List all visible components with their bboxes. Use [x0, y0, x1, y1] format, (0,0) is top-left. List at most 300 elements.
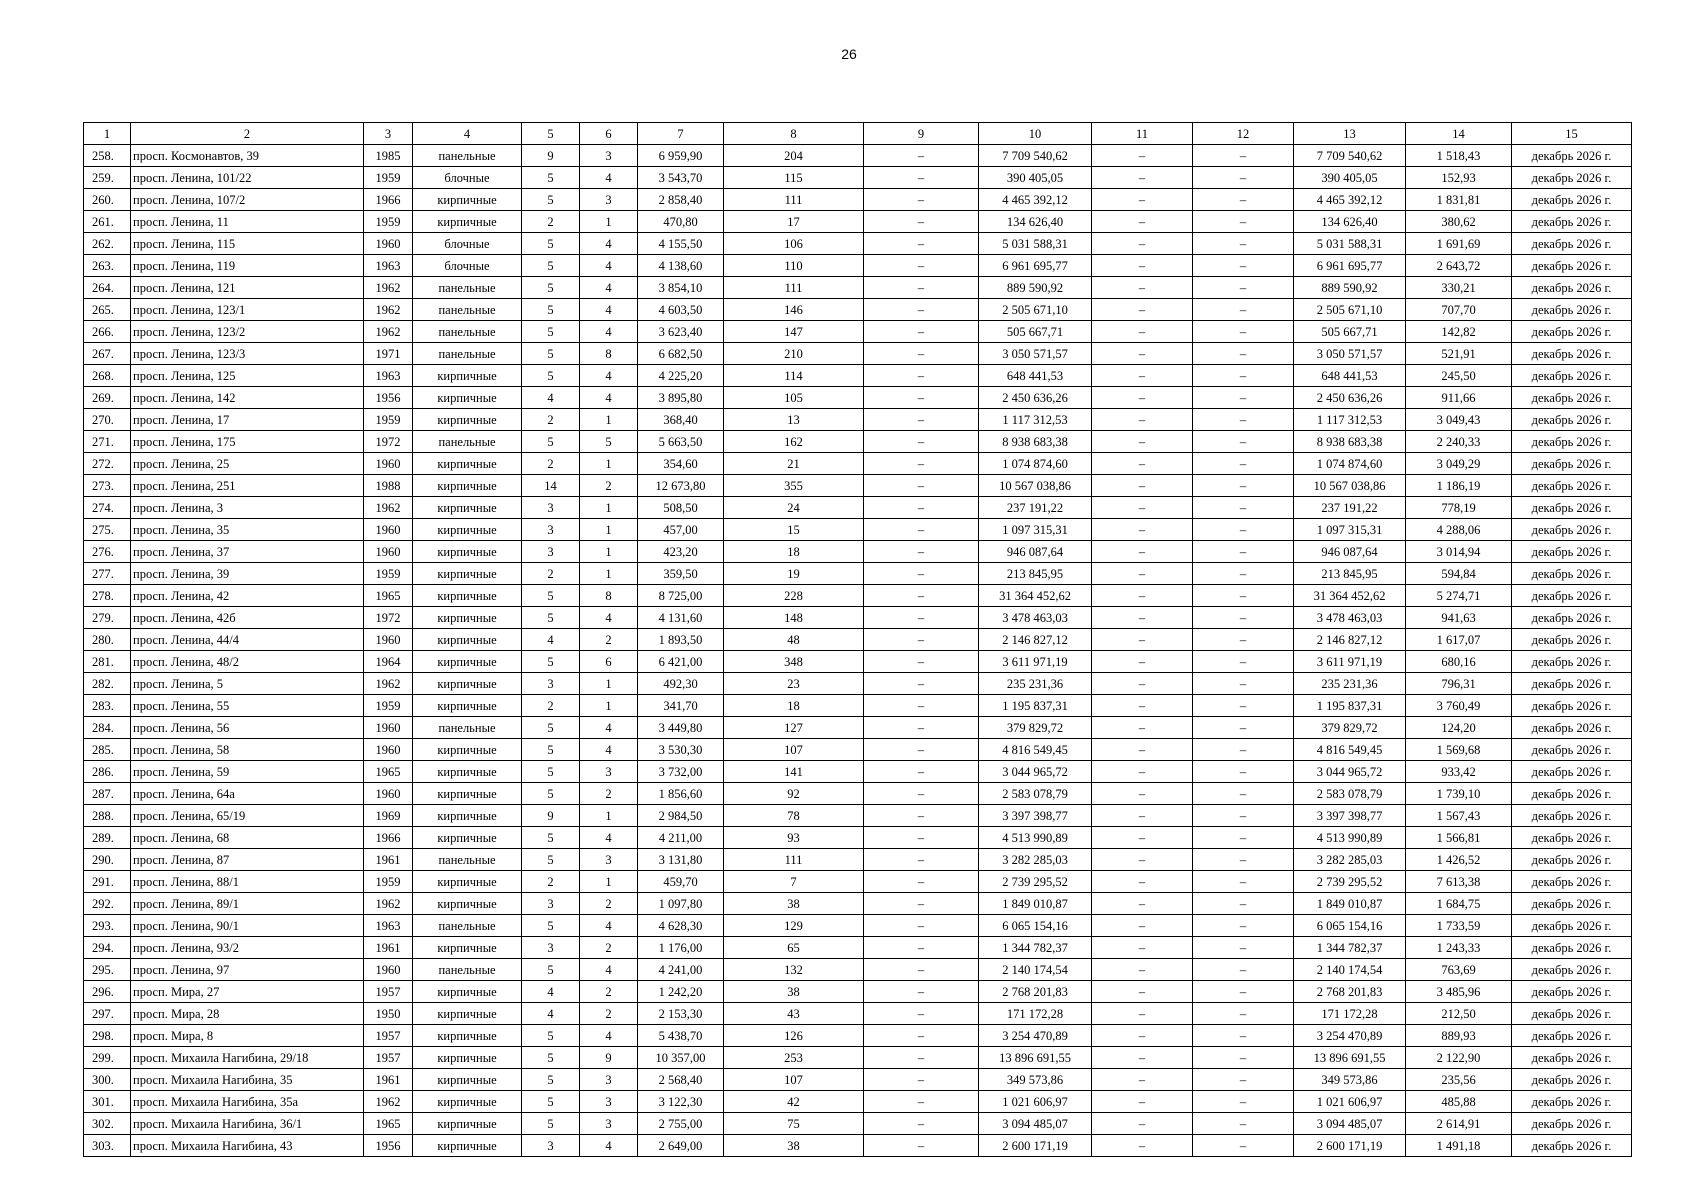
table-cell: 24	[724, 497, 864, 519]
table-cell: 5	[522, 255, 580, 277]
table-cell: 521,91	[1406, 343, 1512, 365]
table-body	[84, 145, 1632, 1157]
table-cell: 132	[724, 959, 864, 981]
table-cell: просп. Ленина, 42б	[131, 607, 364, 629]
table-cell: декабрь 2026 г.	[1512, 431, 1632, 453]
table-cell: –	[1193, 255, 1294, 277]
table-cell: просп. Михаила Нагибина, 35а	[131, 1091, 364, 1113]
table-cell: –	[1092, 827, 1193, 849]
table-cell: 508,50	[638, 497, 724, 519]
table-cell: кирпичные	[413, 1025, 522, 1047]
table-row	[84, 475, 1632, 497]
table-cell: 1	[580, 563, 638, 585]
table-cell: 1 117 312,53	[1294, 409, 1406, 431]
table-cell: 23	[724, 673, 864, 695]
table-cell: 4	[580, 827, 638, 849]
table-cell: 505 667,71	[979, 321, 1092, 343]
table-cell: 212,50	[1406, 1003, 1512, 1025]
table-cell: 1962	[364, 277, 413, 299]
table-row	[84, 519, 1632, 541]
table-cell: 235 231,36	[979, 673, 1092, 695]
table-cell: 3 049,29	[1406, 453, 1512, 475]
table-cell: 111	[724, 189, 864, 211]
table-cell: декабрь 2026 г.	[1512, 299, 1632, 321]
table-cell: 1957	[364, 1047, 413, 1069]
table-cell: 302.	[84, 1113, 131, 1135]
table-cell: 3	[580, 189, 638, 211]
table-cell: декабрь 2026 г.	[1512, 1003, 1632, 1025]
table-cell: 5	[522, 1069, 580, 1091]
table-row	[84, 871, 1632, 893]
table-cell: 330,21	[1406, 277, 1512, 299]
table-cell: 10 357,00	[638, 1047, 724, 1069]
table-cell: 4	[580, 915, 638, 937]
table-cell: просп. Михаила Нагибина, 43	[131, 1135, 364, 1157]
table-cell: –	[1092, 651, 1193, 673]
table-cell: 1	[580, 805, 638, 827]
table-cell: –	[864, 167, 979, 189]
table-cell: 3 611 971,19	[979, 651, 1092, 673]
table-cell: 5	[522, 761, 580, 783]
table-cell: –	[864, 519, 979, 541]
table-cell: 124,20	[1406, 717, 1512, 739]
table-cell: 262.	[84, 233, 131, 255]
table-cell: 265.	[84, 299, 131, 321]
table-row	[84, 189, 1632, 211]
table-cell: 4	[580, 277, 638, 299]
table-cell: –	[864, 783, 979, 805]
table-cell: –	[864, 739, 979, 761]
table-cell: –	[864, 805, 979, 827]
table-cell: 5	[522, 585, 580, 607]
table-cell: 266.	[84, 321, 131, 343]
table-row	[84, 365, 1632, 387]
table-cell: –	[864, 761, 979, 783]
table-cell: 5 274,71	[1406, 585, 1512, 607]
table-cell: кирпичные	[413, 673, 522, 695]
table-cell: 1	[580, 211, 638, 233]
table-cell: 278.	[84, 585, 131, 607]
table-cell: 3 611 971,19	[1294, 651, 1406, 673]
table-cell: 1 344 782,37	[979, 937, 1092, 959]
header-row	[84, 123, 1632, 145]
table-cell: –	[1092, 1135, 1193, 1157]
table-cell: 171 172,28	[1294, 1003, 1406, 1025]
table-cell: –	[1193, 695, 1294, 717]
table-cell: 1961	[364, 849, 413, 871]
table-cell: 127	[724, 717, 864, 739]
table-cell: кирпичные	[413, 1135, 522, 1157]
column-header-11: 11	[1092, 123, 1193, 145]
table-cell: –	[1092, 981, 1193, 1003]
table-cell: просп. Ленина, 35	[131, 519, 364, 541]
table-cell: 237 191,22	[1294, 497, 1406, 519]
table-cell: кирпичные	[413, 387, 522, 409]
table-cell: декабрь 2026 г.	[1512, 255, 1632, 277]
table-cell: 3 122,30	[638, 1091, 724, 1113]
table-cell: 4 513 990,89	[1294, 827, 1406, 849]
table-cell: 4	[580, 167, 638, 189]
table-row	[84, 453, 1632, 475]
table-cell: 4 138,60	[638, 255, 724, 277]
table-cell: просп. Ленина, 125	[131, 365, 364, 387]
table-cell: 1962	[364, 673, 413, 695]
table-cell: 43	[724, 1003, 864, 1025]
table-cell: 258.	[84, 145, 131, 167]
table-cell: 4	[580, 1025, 638, 1047]
table-cell: панельные	[413, 431, 522, 453]
table-cell: –	[1193, 827, 1294, 849]
table-cell: 648 441,53	[979, 365, 1092, 387]
table-cell: 3 131,80	[638, 849, 724, 871]
table-cell: декабрь 2026 г.	[1512, 783, 1632, 805]
table-cell: 1971	[364, 343, 413, 365]
table-cell: 1 569,68	[1406, 739, 1512, 761]
table-cell: 3	[522, 673, 580, 695]
table-cell: 2	[580, 1003, 638, 1025]
table-cell: 8 938 683,38	[979, 431, 1092, 453]
table-cell: кирпичные	[413, 1003, 522, 1025]
column-header-8: 8	[724, 123, 864, 145]
table-cell: просп. Ленина, 101/22	[131, 167, 364, 189]
table-cell: 285.	[84, 739, 131, 761]
table-cell: 107	[724, 739, 864, 761]
table-row	[84, 299, 1632, 321]
table-cell: 276.	[84, 541, 131, 563]
table-cell: просп. Ленина, 142	[131, 387, 364, 409]
table-cell: блочные	[413, 255, 522, 277]
column-header-6: 6	[580, 123, 638, 145]
table-cell: –	[1193, 343, 1294, 365]
table-cell: просп. Ленина, 44/4	[131, 629, 364, 651]
table-cell: 19	[724, 563, 864, 585]
table-cell: 1 195 837,31	[1294, 695, 1406, 717]
table-row	[84, 849, 1632, 871]
table-cell: 1964	[364, 651, 413, 673]
table-cell: декабрь 2026 г.	[1512, 145, 1632, 167]
table-cell: 3 282 285,03	[979, 849, 1092, 871]
table-cell: 2 755,00	[638, 1113, 724, 1135]
table-cell: 279.	[84, 607, 131, 629]
table-cell: 2	[580, 783, 638, 805]
table-cell: 293.	[84, 915, 131, 937]
table-cell: –	[1092, 1003, 1193, 1025]
table-cell: 213 845,95	[979, 563, 1092, 585]
table-cell: 946 087,64	[1294, 541, 1406, 563]
table-cell: панельные	[413, 959, 522, 981]
table-cell: 1 849 010,87	[979, 893, 1092, 915]
table-cell: –	[1092, 717, 1193, 739]
table-row	[84, 1113, 1632, 1135]
table-cell: кирпичные	[413, 365, 522, 387]
table-cell: 267.	[84, 343, 131, 365]
column-header-12: 12	[1193, 123, 1294, 145]
table-cell: 2	[522, 211, 580, 233]
table-cell: просп. Ленина, 5	[131, 673, 364, 695]
table-cell: –	[1092, 255, 1193, 277]
table-cell: 1 491,18	[1406, 1135, 1512, 1157]
table-cell: 268.	[84, 365, 131, 387]
table-cell: 288.	[84, 805, 131, 827]
table-cell: 5	[522, 365, 580, 387]
table-cell: –	[1092, 299, 1193, 321]
table-cell: 2	[580, 893, 638, 915]
table-cell: 3	[580, 1113, 638, 1135]
table-row	[84, 255, 1632, 277]
table-cell: 2 643,72	[1406, 255, 1512, 277]
table-row	[84, 1135, 1632, 1157]
table-cell: просп. Ленина, 48/2	[131, 651, 364, 673]
table-cell: 5	[522, 343, 580, 365]
column-header-14: 14	[1406, 123, 1512, 145]
table-cell: 2	[522, 695, 580, 717]
table-cell: 1969	[364, 805, 413, 827]
table-cell: –	[864, 365, 979, 387]
table-cell: –	[1193, 497, 1294, 519]
table-cell: 5	[522, 717, 580, 739]
table-row	[84, 651, 1632, 673]
table-cell: декабрь 2026 г.	[1512, 915, 1632, 937]
table-cell: –	[1193, 167, 1294, 189]
table-cell: декабрь 2026 г.	[1512, 1069, 1632, 1091]
table-cell: 4 241,00	[638, 959, 724, 981]
table-cell: 946 087,64	[979, 541, 1092, 563]
table-cell: –	[1193, 1135, 1294, 1157]
table-cell: 65	[724, 937, 864, 959]
table-cell: 4 603,50	[638, 299, 724, 321]
table-cell: декабрь 2026 г.	[1512, 475, 1632, 497]
table-cell: просп. Ленина, 68	[131, 827, 364, 849]
table-cell: –	[1193, 673, 1294, 695]
table-cell: просп. Ленина, 65/19	[131, 805, 364, 827]
table-cell: декабрь 2026 г.	[1512, 717, 1632, 739]
table-cell: 2 583 078,79	[1294, 783, 1406, 805]
table-cell: 270.	[84, 409, 131, 431]
table-cell: –	[864, 1047, 979, 1069]
table-cell: 1 074 874,60	[979, 453, 1092, 475]
table-cell: –	[1092, 541, 1193, 563]
table-cell: декабрь 2026 г.	[1512, 761, 1632, 783]
table-cell: –	[1193, 475, 1294, 497]
table-cell: просп. Космонавтов, 39	[131, 145, 364, 167]
table-row	[84, 761, 1632, 783]
table-cell: 1 344 782,37	[1294, 937, 1406, 959]
table-cell: 1	[580, 453, 638, 475]
table-cell: –	[1193, 651, 1294, 673]
table-cell: 146	[724, 299, 864, 321]
table-cell: 300.	[84, 1069, 131, 1091]
table-cell: декабрь 2026 г.	[1512, 959, 1632, 981]
table-cell: 3 478 463,03	[1294, 607, 1406, 629]
table-cell: –	[864, 409, 979, 431]
table-cell: 2	[522, 563, 580, 585]
table-cell: кирпичные	[413, 739, 522, 761]
table-cell: 284.	[84, 717, 131, 739]
table-cell: 237 191,22	[979, 497, 1092, 519]
table-cell: 1962	[364, 1091, 413, 1113]
table-cell: –	[864, 233, 979, 255]
table-row	[84, 343, 1632, 365]
table-cell: декабрь 2026 г.	[1512, 893, 1632, 915]
table-cell: –	[1193, 519, 1294, 541]
table-cell: 264.	[84, 277, 131, 299]
table-row	[84, 563, 1632, 585]
table-cell: –	[1193, 937, 1294, 959]
table-cell: 5	[522, 189, 580, 211]
table-cell: 5	[522, 915, 580, 937]
table-cell: 3 623,40	[638, 321, 724, 343]
table-cell: 911,66	[1406, 387, 1512, 409]
table-cell: –	[1193, 145, 1294, 167]
table-row	[84, 431, 1632, 453]
table-cell: 1 242,20	[638, 981, 724, 1003]
table-cell: кирпичные	[413, 607, 522, 629]
table-cell: 1959	[364, 695, 413, 717]
table-cell: кирпичные	[413, 1091, 522, 1113]
table-cell: –	[1092, 211, 1193, 233]
table-cell: 134 626,40	[1294, 211, 1406, 233]
table-cell: 93	[724, 827, 864, 849]
table-cell: 9	[580, 1047, 638, 1069]
table-cell: –	[1092, 1047, 1193, 1069]
table-cell: 1	[580, 541, 638, 563]
table-cell: –	[1193, 409, 1294, 431]
table-cell: 17	[724, 211, 864, 233]
table-cell: 1 739,10	[1406, 783, 1512, 805]
table-cell: 273.	[84, 475, 131, 497]
table-cell: 1 195 837,31	[979, 695, 1092, 717]
table-cell: 6 961 695,77	[1294, 255, 1406, 277]
table-cell: –	[1193, 761, 1294, 783]
table-cell: 4	[580, 959, 638, 981]
table-cell: 1959	[364, 871, 413, 893]
table-row	[84, 827, 1632, 849]
table-cell: просп. Ленина, 87	[131, 849, 364, 871]
table-cell: –	[1092, 893, 1193, 915]
table-cell: 4 465 392,12	[1294, 189, 1406, 211]
table-cell: просп. Ленина, 39	[131, 563, 364, 585]
table-cell: –	[1193, 189, 1294, 211]
table-cell: 296.	[84, 981, 131, 1003]
table-cell: кирпичные	[413, 1069, 522, 1091]
table-cell: 4 131,60	[638, 607, 724, 629]
table-cell: –	[864, 695, 979, 717]
table-cell: декабрь 2026 г.	[1512, 607, 1632, 629]
table-row	[84, 915, 1632, 937]
table-cell: кирпичные	[413, 563, 522, 585]
table-cell: 355	[724, 475, 864, 497]
table-cell: 2 768 201,83	[1294, 981, 1406, 1003]
table-cell: 4	[580, 321, 638, 343]
table-cell: 1	[580, 871, 638, 893]
table-cell: –	[864, 1003, 979, 1025]
table-cell: 492,30	[638, 673, 724, 695]
table-cell: –	[864, 1069, 979, 1091]
table-cell: –	[864, 981, 979, 1003]
table-cell: 5	[522, 321, 580, 343]
table-cell: 2	[580, 981, 638, 1003]
table-cell: 3	[580, 849, 638, 871]
table-row	[84, 739, 1632, 761]
table-cell: 283.	[84, 695, 131, 717]
table-cell: кирпичные	[413, 585, 522, 607]
table-cell: –	[1092, 365, 1193, 387]
table-cell: 379 829,72	[979, 717, 1092, 739]
table-cell: 271.	[84, 431, 131, 453]
table-cell: 110	[724, 255, 864, 277]
table-cell: 213 845,95	[1294, 563, 1406, 585]
table-cell: 7 709 540,62	[979, 145, 1092, 167]
table-cell: 1 733,59	[1406, 915, 1512, 937]
table-cell: 1950	[364, 1003, 413, 1025]
table-row	[84, 1069, 1632, 1091]
table-cell: 3	[580, 1069, 638, 1091]
table-cell: 379 829,72	[1294, 717, 1406, 739]
table-cell: 4 816 549,45	[979, 739, 1092, 761]
table-cell: декабрь 2026 г.	[1512, 629, 1632, 651]
table-cell: 2	[522, 871, 580, 893]
table-cell: –	[1193, 387, 1294, 409]
table-cell: 1 518,43	[1406, 145, 1512, 167]
table-cell: просп. Ленина, 107/2	[131, 189, 364, 211]
table-cell: 18	[724, 541, 864, 563]
table-cell: 5	[522, 1091, 580, 1113]
table-cell: декабрь 2026 г.	[1512, 167, 1632, 189]
table-cell: –	[1092, 475, 1193, 497]
table-cell: –	[864, 849, 979, 871]
table-cell: 290.	[84, 849, 131, 871]
table-cell: –	[1092, 959, 1193, 981]
table-cell: 2 600 171,19	[1294, 1135, 1406, 1157]
table-cell: –	[864, 211, 979, 233]
table-cell: 1960	[364, 629, 413, 651]
table-cell: –	[1092, 167, 1193, 189]
table-cell: –	[864, 1025, 979, 1047]
table-cell: 272.	[84, 453, 131, 475]
table-cell: 505 667,71	[1294, 321, 1406, 343]
table-cell: 38	[724, 1135, 864, 1157]
table-cell: –	[1193, 453, 1294, 475]
table-row	[84, 673, 1632, 695]
table-cell: декабрь 2026 г.	[1512, 1091, 1632, 1113]
table-cell: просп. Мира, 27	[131, 981, 364, 1003]
table-cell: 92	[724, 783, 864, 805]
table-cell: 294.	[84, 937, 131, 959]
table-cell: 235,56	[1406, 1069, 1512, 1091]
table-cell: 292.	[84, 893, 131, 915]
table-cell: 594,84	[1406, 563, 1512, 585]
table-cell: –	[864, 827, 979, 849]
table-cell: 5 663,50	[638, 431, 724, 453]
table-cell: просп. Ленина, 251	[131, 475, 364, 497]
table-cell: –	[864, 563, 979, 585]
table-cell: просп. Ленина, 55	[131, 695, 364, 717]
table-cell: 8	[580, 585, 638, 607]
table-cell: 42	[724, 1091, 864, 1113]
table-row	[84, 717, 1632, 739]
table-cell: 204	[724, 145, 864, 167]
table-cell: 354,60	[638, 453, 724, 475]
table-cell: 1 186,19	[1406, 475, 1512, 497]
table-cell: 2 240,33	[1406, 431, 1512, 453]
table-cell: 15	[724, 519, 864, 541]
table-cell: декабрь 2026 г.	[1512, 1025, 1632, 1047]
table-cell: 1 097 315,31	[1294, 519, 1406, 541]
table-cell: 1965	[364, 761, 413, 783]
table-cell: 1961	[364, 937, 413, 959]
table-cell: 3 485,96	[1406, 981, 1512, 1003]
table-cell: 295.	[84, 959, 131, 981]
